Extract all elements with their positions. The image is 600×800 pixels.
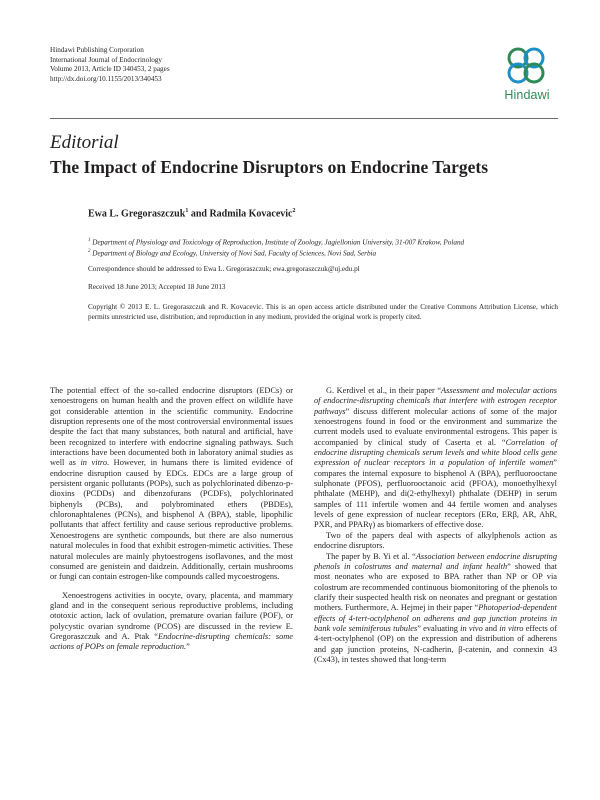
paragraph: The paper by B. Yi et al. “Association between endocrine disrupting phenols in colostrums and maternal and infant health” showed that most neonates who are exposed to BPA rather than NP or OP via colostrum are recommended continuous biomonitoring of the phenols to clarify their suspected health risk on neonates and pregnant or gestation mothers. Furthermore, A. Hejmej in their paper “Photoperiod-dependent effects of 4-tert-octylphenol on adherens and gap junction proteins in bank vole seminiferous tubules” evaluating in vivo and in vitro effects of 4-tert-octylphenol (OP) on the expression and distribution of adherens and gap junction proteins, N-cadherin, β-catenin, and connexin 43 (Cx43), in testes showed that long-term bbox=[314, 551, 557, 664]
affiliation-text: Department of Biology and Ecology, University of Novi Sad, Faculty of Sciences, Novi Sad, Serbia bbox=[90, 249, 377, 258]
left-column bbox=[50, 386, 293, 653]
journal-info bbox=[50, 46, 170, 84]
copyright-notice: Copyright © 2013 E. L. Gregoraszczuk and R. Kovacevic. This is an open access article distributed under the Creative Commons Attribution License, which permits unrestricted use, distribution, and reproduction in any medium, provided the original work is properly cited. bbox=[88, 303, 558, 322]
affiliation-1 bbox=[88, 236, 558, 247]
affiliation-number: 2 bbox=[88, 249, 91, 255]
doi-link[interactable]: http://dx.doi.org/10.1155/2013/340453 bbox=[50, 74, 162, 83]
affiliation-marker: 2 bbox=[292, 208, 296, 214]
author-separator: and bbox=[188, 208, 210, 220]
correspondence: Correspondence should be addressed to Ewa L. Gregoraszczuk; ewa.gregoraszczuk@uj.edu.pl bbox=[88, 265, 360, 273]
affiliations bbox=[88, 236, 558, 259]
paragraph: Two of the papers deal with aspects of alkylphenols action as endocrine disruptors. bbox=[314, 530, 557, 551]
author-name: Radmila Kovacevic bbox=[209, 208, 293, 220]
hindawi-logo bbox=[494, 40, 558, 108]
author-list bbox=[88, 208, 295, 219]
hindawi-rings-icon bbox=[494, 40, 558, 88]
publisher: Hindawi Publishing Corporation bbox=[50, 46, 144, 54]
right-column bbox=[314, 386, 557, 665]
article-title: The Impact of Endocrine Disruptors on Endocrine Targets bbox=[50, 157, 489, 177]
affiliation-number: 1 bbox=[88, 238, 91, 243]
header-divider bbox=[50, 118, 558, 119]
paragraph: Xenoestrogens activities in oocyte, ovary, placenta, and mammary gland and in the consequent serious reproductive problems, including ototoxic action, lack of ovulation, premature ovarian failure (POF), or polycystic ovarian syndrome (PCOS) are discussed in the review E. Gregoraszczuk and A. Ptak “Endocrine-disrupting chemicals: some actions of POPs on female reproduction.” bbox=[50, 590, 293, 652]
section-label: Editorial bbox=[50, 132, 119, 153]
paragraph: The potential effect of the so-called endocrine disruptors (EDCs) or xenoestrogens on human health and the proven effect on wildlife have got considerable attention in the scientific community. Endocrine disruption represents one of the most controversial environmental issues despite the fact that many substances, both natural and artificial, have been recognized to interfere with endocrine signaling pathways. Such interactions have been documented both in laboratory animal studies as well as in vitro. However, in humans there is limited evidence of endocrine disruption caused by EDCs. EDCs are a large group of persistent organic pollutants (POPs), such as polychlorinated dibenzo-p-dioxins (PCDDs) and dibenzofurans (PCDFs), polychlorinated biphenyls (PCBs), and polybrominated ethers (PBDEs), chloronaphtalenes (PCNs), and bisphenol A (BPA), stable, lipophilic pollutants that affect fertility and cause serious reproductive problems. Xenoestrogens are synthetic compounds, but there are also numerous natural molecules in food that exhibit estrogen-mimetic activities. These natural molecules are mainly phytoestrogens isoflavones, and the most consumed are genistein and daidzein. Additionally, certain mushrooms or fungi can contain estrogen-like compounds called mycoestrogens. bbox=[50, 386, 293, 582]
affiliation-2 bbox=[88, 247, 558, 258]
journal-name: International Journal of Endocrinology bbox=[50, 55, 162, 64]
logo-text: Hindawi bbox=[504, 88, 550, 102]
affiliation-marker: 1 bbox=[185, 208, 189, 214]
paragraph: G. Kerdivel et al., in their paper “Assessment and molecular actions of endocrine-disrupting chemicals that interfere with estrogen receptor pathways” discuss different molecular actions of some of the major xenoestrogens found in food or the environment and summarize the current models used to evaluate environmental estrogens. This paper is accompanied by clinical study of Caserta et al. “Correlation of endocrine disrupting chemicals serum levels and white blood cells gene expression of nuclear receptors in a population of infertile women” compares the internal exposure to bisphenol A (BPA), perfluorooctane sulphonate (PFOS), perfluorooctanoic acid (PFOA), monoethylhexyl phthalate (MEHP), and di(2-ethylhexyl) phthalate (DEHP) in serum samples of 111 infertile women and 44 fertile women and analyses levels of gene expression of nuclear receptors (ERα, ERβ, AR, AhR, PXR, and PPARγ) as biomarkers of effective dose. bbox=[314, 386, 558, 530]
volume-info: Volume 2013, Article ID 340453, 2 pages bbox=[50, 65, 170, 74]
affiliation-text: Department of Physiology and Toxicology of Reproduction, Institute of Zoology, Jagiellonian University, 31-007 Krakow, Poland bbox=[90, 238, 465, 247]
dates: Received 18 June 2013; Accepted 18 June 2013 bbox=[88, 283, 226, 291]
author-name: Ewa L. Gregoraszczuk bbox=[88, 208, 186, 220]
